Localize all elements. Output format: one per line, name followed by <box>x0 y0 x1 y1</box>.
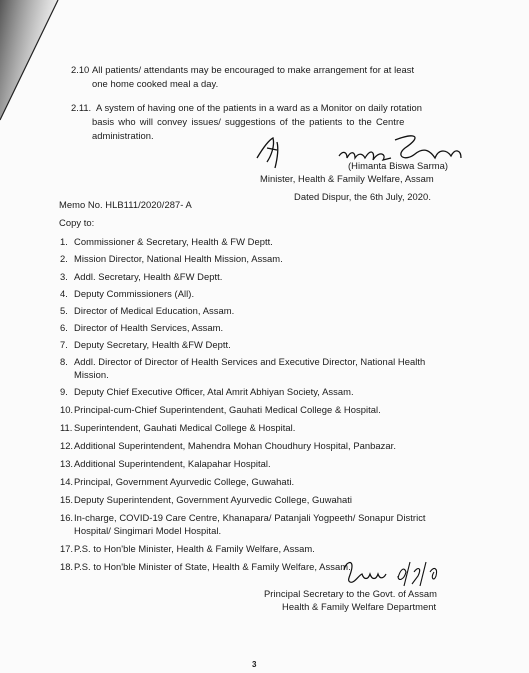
list-number: 2. <box>60 253 68 264</box>
list-number: 1. <box>60 236 68 247</box>
list-number: 4. <box>60 288 68 299</box>
list-number: 18. <box>60 561 74 572</box>
list-item: Superintendent, Gauhati Medical College & Hospital. <box>74 422 296 433</box>
list-item: Deputy Superintendent, Government Ayurvedic College, Guwahati <box>74 494 353 505</box>
list-item: Principal-cum-Chief Superintendent, Gauhati Medical College & Hospital. <box>74 404 381 415</box>
paragraph-text: All patients/ attendants may be encouraged to make arrangement for at least <box>92 64 415 75</box>
list-item: Mission Director, National Health Mission, Assam. <box>74 253 283 264</box>
paragraph-text: one home cooked meal a day. <box>92 78 219 89</box>
signatory-title: Principal Secretary to the Govt. of Assam <box>264 588 437 599</box>
list-number: 14. <box>60 476 74 487</box>
paragraph-text: A system of having one of the patients in a ward as a Monitor on daily rotation <box>96 102 423 113</box>
paragraph-number: 2.11. <box>71 102 92 113</box>
list-item: Addl. Secretary, Health &FW Deptt. <box>74 271 223 282</box>
list-number: 5. <box>60 305 68 316</box>
list-item: In-charge, COVID-19 Care Centre, Khanapara/ Patanjali Yogpeeth/ Sonapur District <box>74 512 426 523</box>
list-item: Additional Superintendent, Mahendra Mohan Choudhury Hospital, Panbazar. <box>74 440 396 451</box>
list-item: Deputy Secretary, Health &FW Deptt. <box>74 339 231 350</box>
list-item: Director of Health Services, Assam. <box>74 322 224 333</box>
list-number: 8. <box>60 356 68 367</box>
list-item-continuation: Mission. <box>74 369 109 380</box>
paragraph-text: basis who will convey issues/ suggestions of the patients to the Centre <box>92 116 405 127</box>
list-item: Addl. Director of Director of Health Services and Executive Director, National Health <box>74 356 426 367</box>
list-number: 17. <box>60 543 74 554</box>
list-item: P.S. to Hon'ble Minister, Health & Family Welfare, Assam. <box>74 543 315 554</box>
list-item: Deputy Commissioners (All). <box>74 288 195 299</box>
list-number: 13. <box>60 458 74 469</box>
copy-to-label: Copy to: <box>59 217 95 228</box>
list-number: 10. <box>60 404 74 415</box>
list-number: 15. <box>60 494 74 505</box>
list-number: 16. <box>60 512 74 523</box>
paragraph-number: 2.10 <box>71 64 90 75</box>
list-number: 6. <box>60 322 68 333</box>
list-number: 12. <box>60 440 74 451</box>
list-item: Principal, Government Ayurvedic College, Guwahati. <box>74 476 295 487</box>
list-number: 7. <box>60 339 68 350</box>
dated-line: Dated Dispur, the 6th July, 2020. <box>294 191 431 202</box>
list-item: Director of Medical Education, Assam. <box>74 305 235 316</box>
department-name: Health & Family Welfare Department <box>282 601 437 612</box>
list-number: 9. <box>60 386 68 397</box>
list-number: 3. <box>60 271 68 282</box>
list-item: Commissioner & Secretary, Health & FW Deptt. <box>74 236 273 247</box>
list-number: 11. <box>60 422 73 433</box>
signatory-title: Minister, Health & Family Welfare, Assam <box>260 173 434 184</box>
page-fold-shadow <box>0 0 70 200</box>
list-item: P.S. to Hon'ble Minister of State, Health & Family Welfare, Assam. <box>74 561 351 572</box>
page-number: 3 <box>252 660 257 669</box>
signatory-name: (Himanta Biswa Sarma) <box>348 160 449 171</box>
list-item: Deputy Chief Executive Officer, Atal Amrit Abhiyan Society, Assam. <box>74 386 354 397</box>
paragraph-text: administration. <box>92 130 154 141</box>
list-item-continuation: Hospital/ Singimari Model Hospital. <box>74 525 222 536</box>
principal-secretary-signature <box>340 556 450 588</box>
list-item: Additional Superintendent, Kalapahar Hospital. <box>74 458 271 469</box>
memo-number: Memo No. HLB111/2020/287- A <box>59 199 192 210</box>
